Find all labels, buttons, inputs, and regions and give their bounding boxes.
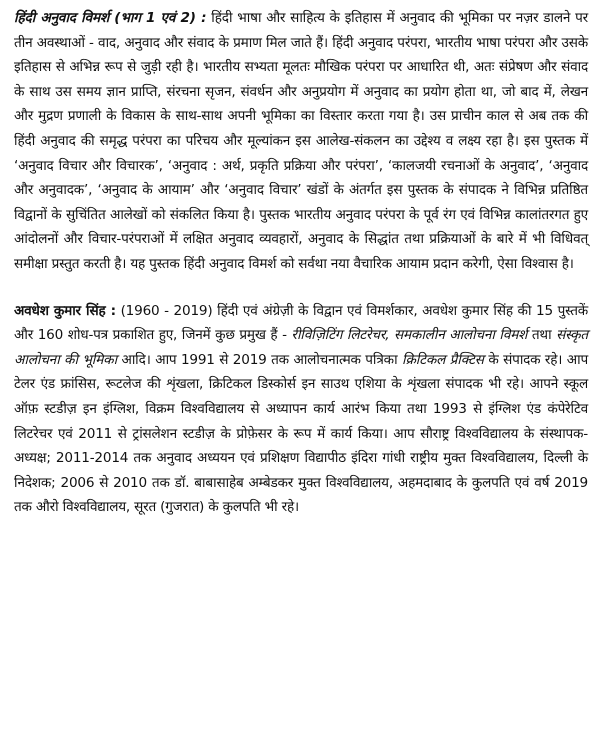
author-bio-text: तथा bbox=[527, 327, 557, 344]
author-bio-paragraph bbox=[14, 299, 588, 520]
author-bio-text: के संपादक रहे। आप टेलर एंड फ्रांसिस, रूटलेज की शृंखला, क्रिटिकल डिस्कोर्स इन साउथ एशिया के शृंखला संपादक भी रहे। आपने स्कूल ऑफ़ स्टडीज़ इन इंग्लिश, विक्रम विश्वविद्यालय से अध्यापन कार्य आरंभ किया तथा 1993 से इंग्लिश एंड कंपेरेटिव लिटरेचर एवं 2011 से ट्रांसलेशन स्टडीज़ के प्रोफ़ेसर के रूप में कार्य किया। आप सौराष्ट्र विश्वविद्यालय के संस्थापक-अध्यक्ष; 2011-2014 तक अनुवाद अध्ययन एवं प्रशिक्षण विद्यापीठ इंदिरा गांधी राष्ट्रीय मुक्त विश्वविद्यालय, दिल्ली के निदेशक; 2006 से 2010 तक डॉ. बाबासाहेब अम्बेडकर मुक्त विश्वविद्यालय, अहमदाबाद के कुलपति एवं वर्ष 2019 तक औरो विश्वविद्यालय, सूरत (गुजरात) के कुलपति भी रहे। bbox=[14, 351, 589, 516]
author-name-heading: अवधेश कुमार सिंह : bbox=[14, 302, 116, 319]
book-description-paragraph bbox=[14, 6, 588, 277]
book-description-text: हिंदी भाषा और साहित्य के इतिहास में अनुवाद की भूमिका पर नज़र डालने पर तीन अवस्थाओं - वाद, अनुवाद और संवाद के प्रमाण मिल जाते हैं। हिंदी अनुवाद परंपरा, भारतीय भाषा परंपरा और उसके इतिहास से अभिन्न रूप से जुड़ी रही है। भारतीय सभ्यता मूलतः मौखिक परंपरा पर आधारित थी, अतः संप्रेषण और संवाद के साथ उस समय ज्ञान प्राप्ति, संरचना सृजन, संवर्धन और अनुप्रयोग में अनुवाद का प्रयोग होता था, जो बाद में, लेखन और मुद्रण प्रणाली के विकास के साथ-साथ अपनी भूमिका का विस्तार करता गया है। उस प्राचीन काल से अब तक की हिंदी अनुवाद की समृद्ध परंपरा का परिचय और मूल्यांकन इस आलेख-संकलन का उद्देश्य व लक्ष्य रहा है। इस पुस्तक में ‘अनुवाद विचार और विचारक’, ‘अनुवाद : अर्थ, प्रकृति प्रक्रिया और परंपरा’, ‘कालजयी रचनाओं के अनुवाद’, ‘अनुवाद और अनुवादक’, ‘अनुवाद के आयाम’ और ‘अनुवाद विचार’ खंडों के अंतर्गत इस पुस्तक के संपादक ने विभिन्न प्रतिष्ठित विद्वानों के सुचिंतित आलेखों को संकलित किया है। पुस्तक भारतीय अनुवाद परंपरा के पूर्व रंग एवं विभिन्न कालांतरगत हुए आंदोलनों और विचार-परंपराओं में लक्षित अनुवाद व्यवहारों, अनुवाद के सिद्धांत तथा प्रक्रियाओं के बारे में भी विधिवत् समीक्षा प्रस्तुत करती है। यह पुस्तक हिंदी अनुवाद विमर्श को सर्वथा नया वैचारिक आयाम प्रदान करेगी, ऐसा विश्वास है। bbox=[14, 10, 588, 272]
author-bio-text: (1960 - 2019) हिंदी एवं अंग्रेज़ी के विद्वान एवं विमर्शकार, अवधेश कुमार सिंह की 15 पुस्तकें और 160 शोध-पत्र प्रकाशित हुए, जिनमें कुछ प्रमुख हैं - bbox=[14, 302, 588, 344]
book-title-heading: हिंदी अनुवाद विमर्श (भाग 1 एवं 2) : bbox=[14, 10, 207, 26]
journal-title-italic: क्रिटिकल प्रैक्टिस bbox=[401, 351, 484, 368]
author-works-italic: रीविज़िटिंग लिटरेचर, समकालीन आलोचना विमर्श bbox=[291, 327, 528, 344]
author-works-italic: संस्कृत आलोचना की भूमिका bbox=[14, 327, 588, 368]
author-bio-text: आदि। आप 1991 से 2019 तक आलोचनात्मक पत्रिका bbox=[116, 351, 402, 368]
